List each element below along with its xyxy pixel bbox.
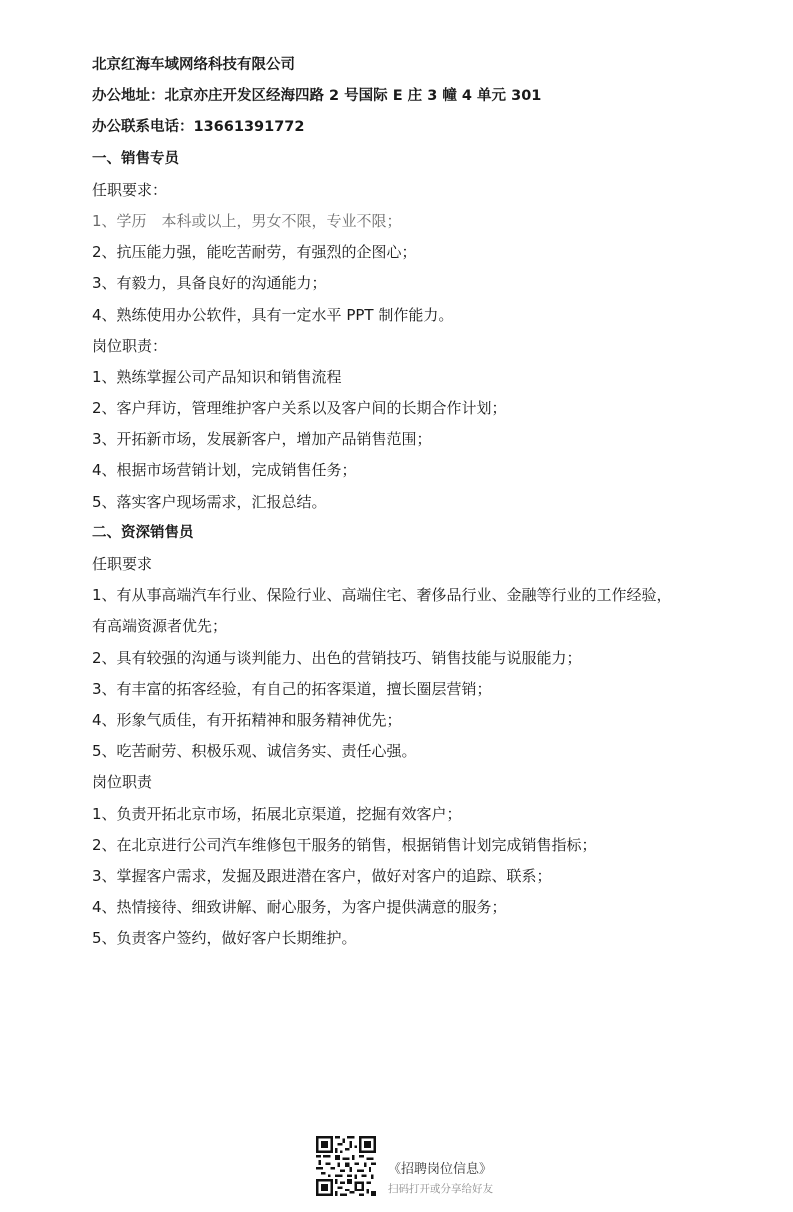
job1-requirement-3: 3、有毅力，具备良好的沟通能力； — [92, 274, 327, 293]
job2-requirement-5: 5、吃苦耐劳、积极乐观、诚信务实、责任心强。 — [92, 742, 417, 761]
job2-duty-5: 5、负责客户签约，做好客户长期维护。 — [92, 929, 357, 948]
job2-requirements-heading: 任职要求 — [92, 555, 153, 573]
job2-duty-1: 1、负责开拓北京市场，拓展北京渠道，挖掘有效客户； — [92, 804, 462, 823]
job1-duty-2: 2、客户拜访，管理维护客户关系以及客户间的长期合作计划； — [92, 399, 507, 418]
job2-title: 二、资深销售员 — [92, 524, 194, 541]
job1-requirement-4: 4、熟练使用办公软件，具有一定水平 PPT 制作能力。 — [92, 305, 454, 324]
job1-duty-5: 5、落实客户现场需求，汇报总结。 — [92, 492, 327, 511]
job1-requirement-1: 1、学历 本科或以上，男女不限，专业不限； — [92, 211, 402, 230]
job2-duty-2: 2、在北京进行公司汽车维修包干服务的销售，根据销售计划完成销售指标； — [92, 835, 597, 854]
job2-requirement-3: 3、有丰富的拓客经验，有自己的拓客渠道，擅长圈层营销； — [92, 679, 492, 698]
job2-requirement-4: 4、形象气质佳，有开拓精神和服务精神优先； — [92, 710, 402, 729]
document-body — [92, 50, 732, 954]
company-name: 北京红海车域网络科技有限公司 — [92, 57, 295, 73]
footer-title: 《招聘岗位信息》 — [388, 1162, 493, 1177]
job1-duty-4: 4、根据市场营销计划，完成销售任务； — [92, 461, 357, 480]
office-address: 办公地址：北京亦庄开发区经海四路 2 号国际 E 庄 3 幢 4 单元 301 — [92, 88, 542, 105]
job1-duties-heading: 岗位职责： — [92, 336, 168, 355]
job2-requirement-2: 2、具有较强的沟通与谈判能力、出色的营销技巧、销售技能与说服能力； — [92, 648, 582, 667]
job1-duty-1: 1、熟练掌握公司产品知识和销售流程 — [92, 367, 342, 386]
qr-code-icon[interactable] — [316, 1136, 376, 1196]
job1-title: 一、销售专员 — [92, 150, 179, 167]
office-phone: 办公联系电话：13661391772 — [92, 119, 305, 136]
job2-requirement-1-cont: 有高端资源者优先； — [92, 617, 228, 636]
job1-requirements-heading: 任职要求： — [92, 180, 168, 199]
job1-duty-3: 3、开拓新市场，发展新客户，增加产品销售范围； — [92, 430, 432, 449]
job2-requirement-1: 1、有从事高端汽车行业、保险行业、高端住宅、奢侈品行业、金融等行业的工作经验， — [92, 586, 672, 605]
job2-duty-3: 3、掌握客户需求，发掘及跟进潜在客户，做好对客户的追踪、联系； — [92, 866, 552, 885]
footer-subtitle: 扫码打开或分享给好友 — [388, 1183, 493, 1195]
job1-requirement-2: 2、抗压能力强，能吃苦耐劳，有强烈的企图心； — [92, 243, 417, 262]
job2-duties-heading: 岗位职责 — [92, 773, 153, 792]
job2-duty-4: 4、热情接待、细致讲解、耐心服务，为客户提供满意的服务； — [92, 898, 507, 917]
